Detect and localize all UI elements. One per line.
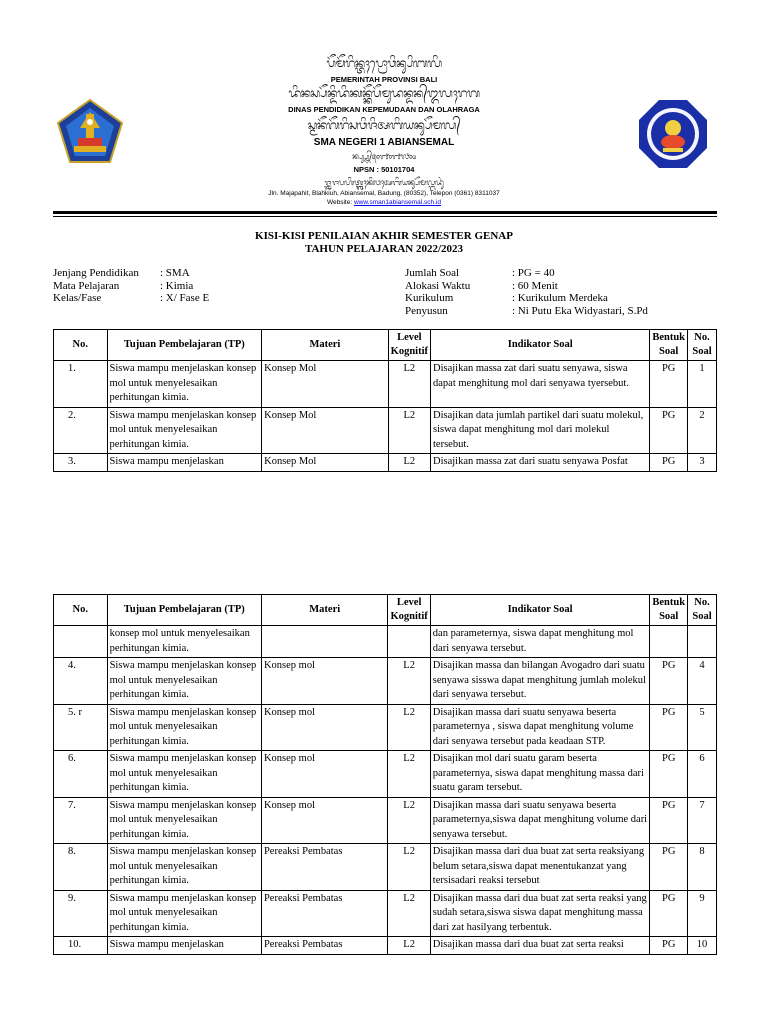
table-row — [54, 658, 717, 705]
info-value: : SMA — [160, 267, 190, 279]
cell-materi: Konsep mol — [261, 658, 388, 705]
cell-indikator: Disajikan mol dari suatu garam beserta parameternya, siswa dapat menghitung massa dari suatu garam tersebut. — [430, 751, 650, 798]
cell-nosoal: 10 — [688, 937, 717, 955]
table-row — [54, 890, 717, 937]
cell-bentuk — [650, 626, 688, 658]
cell-materi: Konsep Mol — [262, 454, 389, 472]
cell-materi: Konsep mol — [261, 797, 388, 844]
cell-materi: Pereaksi Pembatas — [261, 844, 388, 891]
kisi-kisi-table-page2 — [53, 594, 717, 955]
document-title: KISI-KISI PENILAIAN AKHIR SEMESTER GENAP — [255, 230, 513, 242]
cell-level: L2 — [388, 797, 430, 844]
cell-no: 9. — [54, 890, 108, 937]
header-nosoal: No. Soal — [688, 595, 717, 626]
cell-nosoal: 3 — [688, 454, 717, 472]
cell-level: L2 — [388, 751, 430, 798]
info-value: : 60 Menit — [512, 279, 558, 292]
cell-no: 5. r — [54, 704, 108, 751]
cell-bentuk: PG — [650, 704, 688, 751]
cell-bentuk: PG — [650, 407, 688, 454]
cell-level: L2 — [388, 658, 430, 705]
letterhead-website-line — [0, 199, 768, 206]
header-bentuk: Bentuk Soal — [650, 330, 688, 361]
cell-indikator: Disajikan massa dari suatu senyawa beserta parameternya,siswa dapat menghitung volume dari senyawa tersebut. — [430, 797, 650, 844]
cell-nosoal: 7 — [688, 797, 717, 844]
cell-no: 10. — [54, 937, 108, 955]
cell-indikator: Disajikan massa dari dua buat zat serta reaksiyang belum setara,siswa dapat menentukanzat yang tersisadari reaksi tersebut — [430, 844, 650, 891]
cell-tujuan: Siswa mampu menjelaskan — [107, 937, 261, 955]
table-row — [54, 704, 717, 751]
cell-materi: Konsep mol — [261, 751, 388, 798]
kisi-kisi-table-page1 — [53, 329, 717, 472]
table-header-row — [54, 595, 717, 626]
info-right-row — [405, 280, 648, 293]
cell-tujuan: Siswa mampu menjelaskan konsep mol untuk menyelesaikan perhitungan kimia. — [107, 704, 261, 751]
cell-no: 8. — [54, 844, 108, 891]
table-row — [54, 844, 717, 891]
letterhead-address: Jln. Majapahit, Blahkiuh, Abiansemal, Badung, (80352), Telepon (0361) 8311037 — [268, 190, 500, 197]
cell-indikator: Disajikan massa dan bilangan Avogadro dari suatu senyawa sisswa dapat menghitung jumlah molekul dari senyawa tersebut. — [430, 658, 650, 705]
cell-nosoal: 9 — [688, 890, 717, 937]
header-indikator: Indikator Soal — [430, 595, 650, 626]
info-label: Mata Pelajaran — [53, 279, 120, 292]
letterhead-balinese-address: ᬚ᭄ᬮ᭄ᬫᬚᬧᬳᬶᬢ᭄ᬩ᭄ᬮᬄᬓᬶᬯᬄᬅᬩᬶᬬᬦ᭄ᬲᭂᬫᬮ᭄ᬩᬤᬸᬂ — [324, 178, 444, 187]
cell-indikator: Disajikan massa dari dua buat zat serta reaksi yang sudah setara,siswa siswa dapat menghitung massa dari zat hasilyang terbentuk. — [430, 890, 650, 937]
website-link[interactable]: www.sman1abiansemal.sch.id — [353, 199, 442, 206]
info-value: : Kimia — [160, 279, 194, 292]
cell-level: L2 — [388, 454, 430, 472]
cell-nosoal — [688, 626, 717, 658]
info-label: Alokasi Waktu — [405, 279, 471, 292]
document-subtitle: TAHUN PELAJARAN 2022/2023 — [304, 243, 464, 255]
cell-materi: Pereaksi Pembatas — [261, 937, 388, 955]
cell-no: 7. — [54, 797, 108, 844]
cell-nosoal: 4 — [688, 658, 717, 705]
letterhead-balinese-dept: ᬤᬶᬦᬲ᭄ᬧᭂᬦ᭄ᬤᬶᬤᬶᬓᬦ᭄ᬓᭂᬧᭂᬫᬸᬤᬦ᭄ᬤᬦ᭄ᬑᬮᬄᬭᬕ — [288, 86, 480, 100]
info-label: Jumlah Soal — [405, 267, 460, 279]
info-value: : PG = 40 — [512, 267, 555, 279]
cell-bentuk: PG — [650, 751, 688, 798]
cell-tujuan: konsep mol untuk menyelesaikan perhitungan kimia. — [107, 626, 261, 658]
cell-materi: Konsep mol — [261, 704, 388, 751]
info-left-row — [53, 292, 209, 305]
info-left — [53, 267, 209, 305]
cell-no — [54, 626, 108, 658]
cell-bentuk: PG — [650, 844, 688, 891]
cell-tujuan: Siswa mampu menjelaskan — [107, 454, 262, 472]
info-left-row — [53, 280, 209, 293]
cell-bentuk: PG — [650, 797, 688, 844]
table-row — [54, 937, 717, 955]
cell-tujuan: Siswa mampu menjelaskan konsep mol untuk menyelesaikan perhitungan kimia. — [107, 844, 261, 891]
info-value: : Kurikulum Merdeka — [512, 292, 608, 304]
cell-level — [388, 626, 430, 658]
cell-nosoal: 6 — [688, 751, 717, 798]
letterhead-rule-thick — [53, 211, 717, 214]
cell-tujuan: Siswa mampu menjelaskan konsep mol untuk menyelesaikan perhitungan kimia. — [107, 797, 261, 844]
cell-no: 1. — [54, 361, 108, 408]
cell-nosoal: 1 — [688, 361, 717, 408]
cell-bentuk: PG — [650, 890, 688, 937]
header-level: Level Kognitif — [388, 595, 430, 626]
table-row — [54, 751, 717, 798]
header-indikator: Indikator Soal — [431, 330, 650, 361]
cell-materi — [261, 626, 388, 658]
cell-no: 6. — [54, 751, 108, 798]
info-value: : Ni Putu Eka Widyastari, S.Pd — [512, 304, 648, 317]
cell-indikator: Disajikan massa zat dari suatu senyawa, siswa dapat menghitung mol dari senyawa tyersebut. — [431, 361, 650, 408]
header-materi: Materi — [262, 330, 389, 361]
cell-materi: Konsep Mol — [262, 407, 389, 454]
table-row — [54, 797, 717, 844]
cell-bentuk: PG — [650, 454, 688, 472]
website-label: Website: — [326, 199, 354, 206]
header-level: Level Kognitif — [388, 330, 430, 361]
info-right — [405, 267, 648, 317]
cell-materi: Konsep Mol — [262, 361, 389, 408]
cell-nosoal: 8 — [688, 844, 717, 891]
cell-level: L2 — [388, 704, 430, 751]
cell-materi: Pereaksi Pembatas — [261, 890, 388, 937]
cell-tujuan: Siswa mampu menjelaskan konsep mol untuk menyelesaikan perhitungan kimia. — [107, 658, 261, 705]
cell-level: L2 — [388, 937, 430, 955]
letterhead-rule-thin — [53, 216, 717, 217]
header-materi: Materi — [261, 595, 388, 626]
info-value: : X/ Fase E — [160, 292, 210, 304]
cell-indikator: Disajikan data jumlah partikel dari suatu molekul, siswa dapat menghitung mol dari molekul tersebut. — [431, 407, 650, 454]
info-left-row — [53, 267, 209, 280]
cell-tujuan: Siswa mampu menjelaskan konsep mol untuk menyelesaikan perhitungan kimia. — [107, 361, 262, 408]
letterhead-balinese-gov: ᬧᭂᬫᭂᬭᬶᬦ᭄ᬢᬄᬧ᭄ᬭᭀᬯᬶᬦ᭄ᬲᬶᬩᬮᬶ — [326, 56, 442, 70]
cell-level: L2 — [388, 844, 430, 891]
letterhead-department: DINAS PENDIDIKAN KEPEMUDAAN DAN OLAHRAGA — [288, 105, 480, 114]
header-nosoal: No. Soal — [688, 330, 717, 361]
letterhead-government: PEMERINTAH PROVINSI BALI — [330, 75, 438, 84]
letterhead-balinese-npsn: ᬦ᭄ᬧ᭄ᬲ᭄ᬦ᭄᭕᭐᭑᭐᭑᭗᭐᭔ — [352, 152, 416, 161]
info-label: Jenjang Pendidikan — [53, 267, 139, 279]
cell-bentuk: PG — [650, 658, 688, 705]
cell-indikator: Disajikan massa dari dua buat zat serta reaksi — [430, 937, 650, 955]
cell-tujuan: Siswa mampu menjelaskan konsep mol untuk menyelesaikan perhitungan kimia. — [107, 890, 261, 937]
info-label: Kurikulum — [405, 292, 454, 304]
info-right-row — [405, 267, 648, 280]
cell-nosoal: 2 — [688, 407, 717, 454]
cell-no: 4. — [54, 658, 108, 705]
info-label: Penyusun — [405, 304, 448, 317]
cell-indikator: Disajikan massa dari suatu senyawa beserta parameternya , siswa dapat menghitung volume dari senyawa tersebut pada keadaan STP. — [430, 704, 650, 751]
letterhead-balinese-school: ᬲ᭄ᬫᬦᭂᬕᭂᬭᬶᬲᬯᬶᬚᬶᬅᬩᬶᬬᬦ᭄ᬲᭂᬫᬮ᭄ — [307, 118, 461, 132]
cell-indikator: dan parameternya, siswa dapat menghitung mol dari senyawa tersebut. — [430, 626, 650, 658]
header-tp: Tujuan Pembelajaran (TP) — [107, 330, 262, 361]
cell-bentuk: PG — [650, 937, 688, 955]
header-no: No. — [54, 330, 108, 361]
cell-indikator: Disajikan massa zat dari suatu senyawa Posfat — [431, 454, 650, 472]
letterhead-school-name: SMA NEGERI 1 ABIANSEMAL — [313, 137, 455, 148]
cell-tujuan: Siswa mampu menjelaskan konsep mol untuk menyelesaikan perhitungan kimia. — [107, 751, 261, 798]
table-row — [54, 361, 717, 408]
cell-level: L2 — [388, 361, 430, 408]
info-right-row — [405, 305, 648, 318]
header-tp: Tujuan Pembelajaran (TP) — [107, 595, 261, 626]
table-row — [54, 454, 717, 472]
table-row — [54, 407, 717, 454]
cell-nosoal: 5 — [688, 704, 717, 751]
info-label: Kelas/Fase — [53, 292, 102, 304]
table-header-row — [54, 330, 717, 361]
info-right-row — [405, 292, 648, 305]
cell-tujuan: Siswa mampu menjelaskan konsep mol untuk menyelesaikan perhitungan kimia. — [107, 407, 262, 454]
header-bentuk: Bentuk Soal — [650, 595, 688, 626]
cell-no: 3. — [54, 454, 108, 472]
header-no: No. — [54, 595, 108, 626]
cell-bentuk: PG — [650, 361, 688, 408]
letterhead-npsn: NPSN : 50101704 — [353, 165, 415, 174]
cell-level: L2 — [388, 890, 430, 937]
cell-level: L2 — [388, 407, 430, 454]
cell-no: 2. — [54, 407, 108, 454]
table-row — [54, 626, 717, 658]
